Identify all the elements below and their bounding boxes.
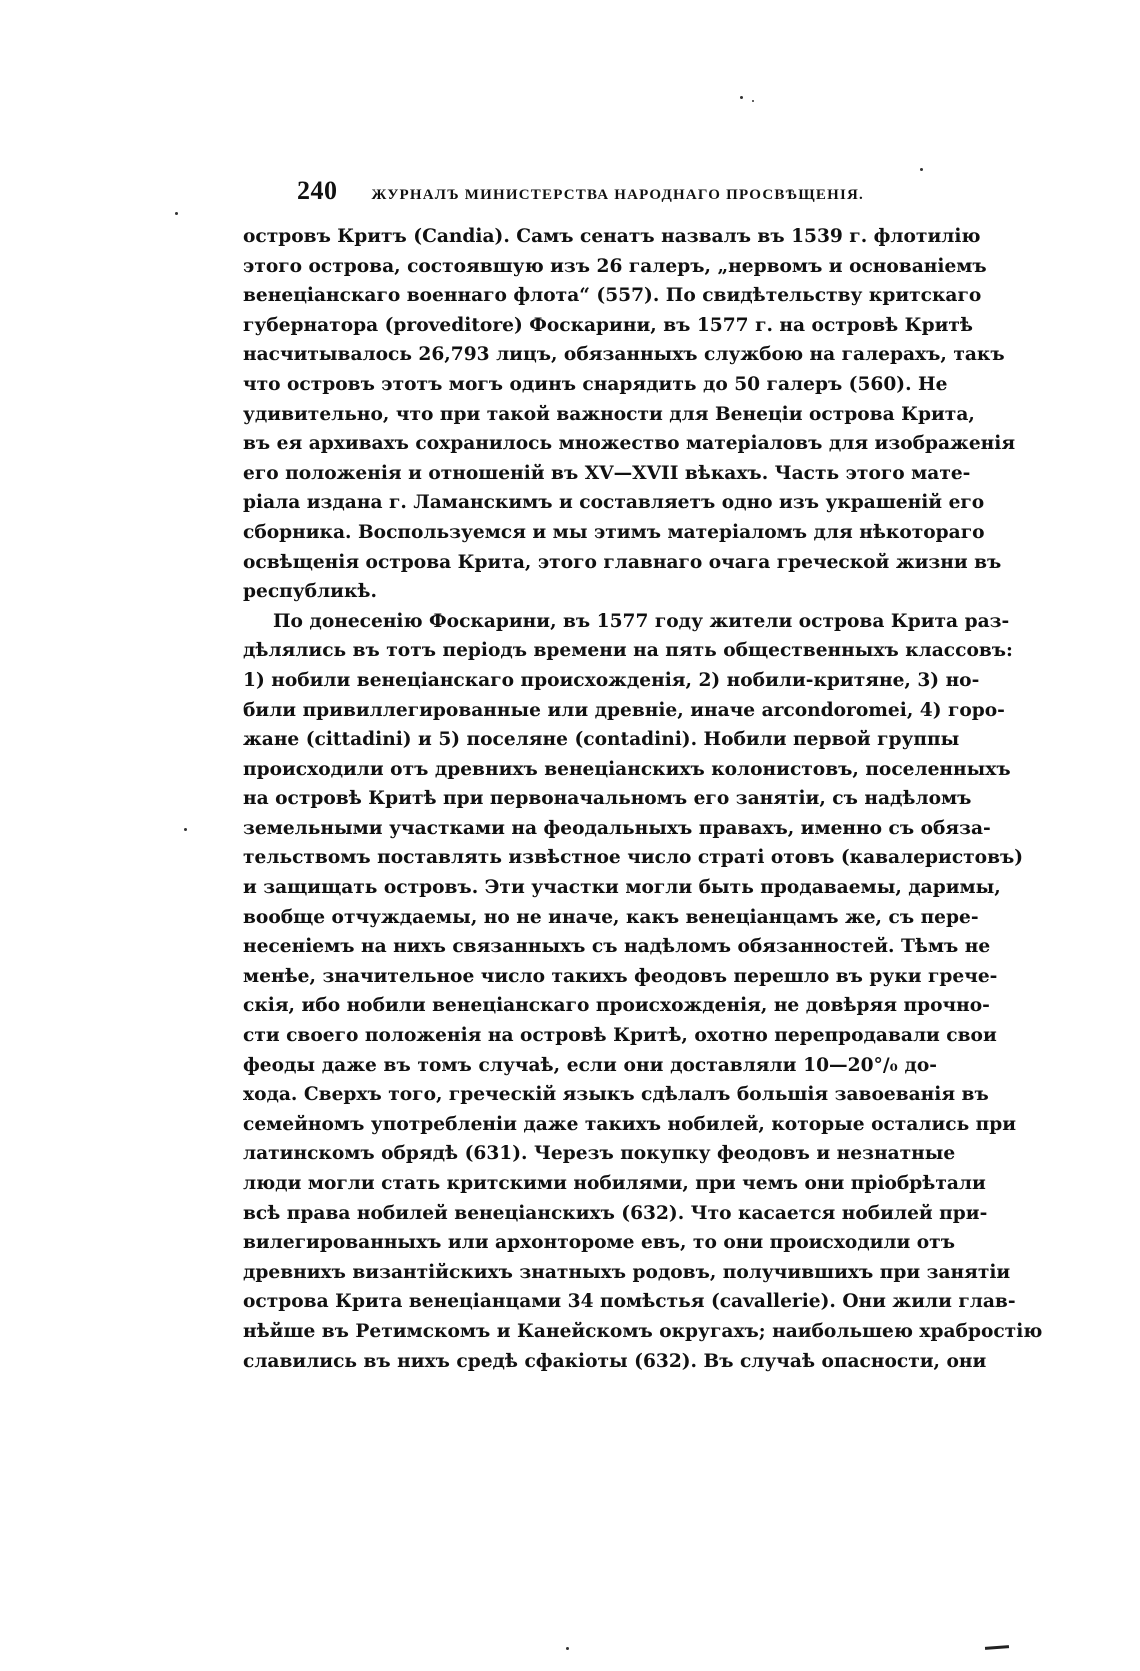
text-line: въ ея архивахъ сохранилось множество матеріаловъ для изображенія (243, 433, 1016, 455)
text-line: тельствомъ поставлять извѣстное число страті отовъ (кавалеристовъ) (243, 847, 1024, 869)
text-line: насчитывалось 26,793 лицъ, обязанныхъ службою на галерахъ, такъ (243, 344, 1005, 366)
text-line: на островѣ Критѣ при первоначальномъ его занятіи, съ надѣломъ (243, 788, 972, 810)
text-line: его положенія и отношеній въ XV—XVII вѣкахъ. Часть этого мате- (243, 462, 971, 484)
text-line: этого острова, состоявшую изъ 26 галеръ, „нервомъ и основаніемъ (243, 255, 987, 277)
text-line: семейномъ употребленіи даже такихъ нобилей, которые остались при (243, 1113, 1017, 1135)
scan-speck (752, 100, 754, 102)
text-line: вилегированныхъ или архонтороме евъ, то они происходили отъ (243, 1232, 955, 1254)
scan-speck (920, 168, 923, 171)
text-line: освѣщенія острова Крита, этого главнаго очага греческой жизни въ (243, 551, 1002, 573)
text-line: латинскомъ обрядѣ (631). Черезъ покупку феодовъ и незнатные (243, 1143, 956, 1165)
text-line: удивительно, что при такой важности для Венеціи острова Крита, (243, 403, 975, 425)
running-head (297, 176, 959, 216)
text-line: хода. Сверхъ того, греческій языкъ сдѣлалъ большія завоеванія въ (243, 1084, 989, 1106)
text-line: феоды даже въ томъ случаѣ, если они доставляли 10—20°/₀ до- (243, 1054, 937, 1076)
text-line: ріала издана г. Ламанскимъ и составляетъ одно изъ украшеній его (243, 492, 985, 514)
text-line: и защищать островъ. Эти участки могли быть продаваемы, даримы, (243, 877, 1001, 899)
text-line: били привиллегированные или древніе, иначе arcondoromei, 4) горо- (243, 699, 1005, 721)
scan-speck (175, 212, 178, 215)
journal-title: ЖУРНАЛЪ МИНИСТЕРСТВА НАРОДНАГО ПРОСВѢЩЕНІЯ. (371, 187, 864, 203)
scan-speck (184, 828, 187, 831)
body-text (243, 222, 1043, 1376)
text-line: земельными участками на феодальныхъ правахъ, именно съ обяза- (243, 817, 991, 839)
text-line: дѣлялись въ тотъ періодъ времени на пять общественныхъ классовъ: (243, 640, 1013, 662)
text-line: венеціанскаго военнаго флота“ (557). По свидѣтельству критскаго (243, 285, 982, 307)
text-line: люди могли стать критскими нобилями, при чемъ они пріобрѣтали (243, 1173, 986, 1194)
text-line: островъ Критъ (Candia). Самъ сенатъ назвалъ въ 1539 г. флотилію (243, 226, 981, 247)
text-line: сти своего положенія на островѣ Критѣ, охотно перепродавали свои (243, 1025, 997, 1047)
paragraph-start-line: По донесенію Фоскарини, въ 1577 году жители острова Крита раз- (273, 610, 1010, 632)
text-line: вообще отчуждаемы, но не иначе, какъ венеціанцамъ же, съ пере- (243, 906, 979, 928)
scan-speck (740, 96, 743, 99)
text-line: что островъ этотъ могъ одинъ снарядить до 50 галеръ (560). Не (243, 373, 948, 395)
text-line: скія, ибо нобили венеціанскаго происхожденія, не довѣряя прочно- (243, 995, 990, 1017)
text-line: древнихъ византійскихъ знатныхъ родовъ, получившихъ при занятіи (243, 1261, 1011, 1283)
paragraph-end-line: республикѣ. (243, 581, 377, 603)
text-line: менѣе, значительное число такихъ феодовъ перешло въ руки грече- (243, 965, 998, 987)
text-line: нѣйше въ Ретимскомъ и Канейскомъ округахъ; наибольшею храбростію (243, 1320, 1043, 1342)
text-line: губернатора (proveditore) Фоскарини, въ 1577 г. на островѣ Критѣ (243, 314, 973, 336)
page-number: 240 (297, 176, 338, 205)
text-line: жане (cittadini) и 5) поселяне (contadini). Нобили первой группы (243, 729, 960, 751)
text-line: 1) нобили венеціанскаго происхожденія, 2) нобили-критяне, 3) но- (243, 669, 980, 691)
text-line: происходили отъ древнихъ венеціанскихъ колонистовъ, поселенныхъ (243, 758, 1011, 780)
text-line: сборника. Воспользуемся и мы этимъ матеріаломъ для нѣкотораго (243, 521, 985, 543)
scan-mark (985, 1645, 1009, 1650)
scan-speck (566, 1647, 569, 1650)
text-line: несеніемъ на нихъ связанныхъ съ надѣломъ обязанностей. Тѣмъ не (243, 936, 991, 958)
text-line: острова Крита венеціанцами 34 помѣстья (cavallerie). Они жили глав- (243, 1291, 1016, 1313)
text-line: славились въ нихъ средѣ сфакіоты (632). Въ случаѣ опасности, они (243, 1350, 987, 1372)
text-line: всѣ права нобилей венеціанскихъ (632). Что касается нобилей при- (243, 1202, 988, 1224)
